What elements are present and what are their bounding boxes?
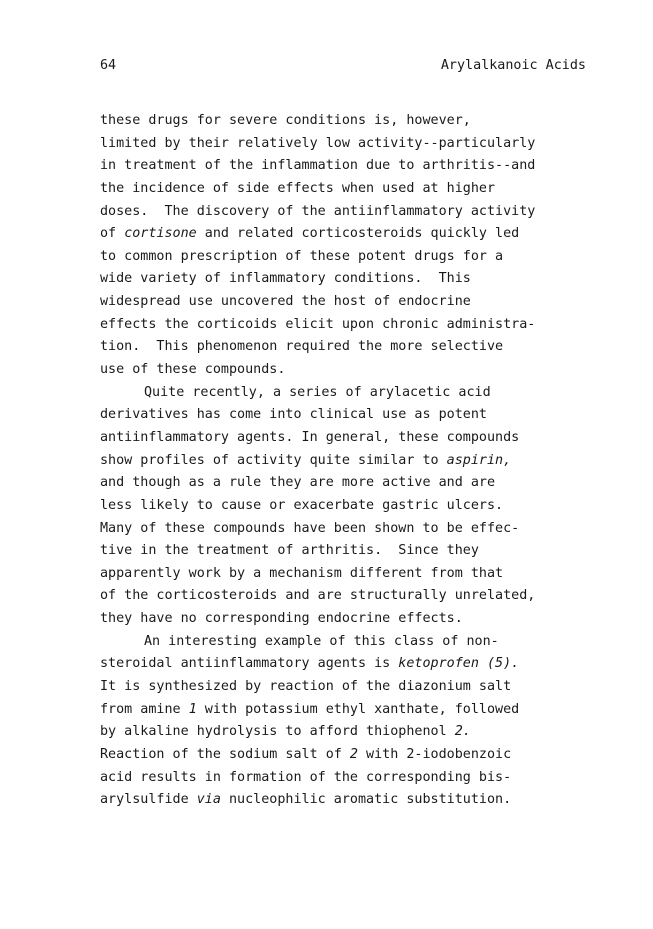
text-segment: tive in the treatment of arthritis. Since they [100, 543, 479, 559]
text-line [100, 268, 600, 291]
text-line [100, 427, 600, 450]
text-line [100, 314, 600, 337]
text-line [100, 585, 600, 608]
text-segment: Many of these compounds have been shown to be effec- [100, 520, 520, 536]
text-segment: show profiles of activity quite similar to [100, 452, 447, 468]
text-line [100, 359, 600, 382]
text-line [100, 744, 600, 767]
text-segment: Quite recently, a series of arylacetic acid [144, 384, 491, 400]
text-line [100, 608, 600, 631]
text-line [100, 404, 600, 427]
text-segment: tion. This phenomenon required the more selective [100, 339, 504, 355]
text-line [100, 653, 600, 676]
italic-term: aspirin, [446, 452, 512, 468]
text-line [100, 223, 600, 246]
text-segment: from amine [100, 701, 189, 717]
text-segment: these drugs for severe conditions is, however, [100, 113, 471, 128]
text-line [100, 540, 600, 563]
page-header [100, 56, 586, 76]
text-line [100, 721, 600, 744]
text-segment: with potassium ethyl xanthate, followed [196, 701, 520, 717]
text-segment: derivatives has come into clinical use as potent [100, 407, 487, 423]
italic-term: via [196, 792, 221, 808]
text-segment: with 2-iodobenzoic [357, 746, 512, 762]
text-line [100, 336, 600, 359]
text-segment: the incidence of side effects when used at higher [100, 180, 496, 196]
italic-term: 2. [454, 724, 471, 740]
italic-term: 1 [188, 701, 197, 717]
text-line [100, 110, 600, 133]
text-segment: of [100, 226, 125, 242]
text-segment: less likely to cause or exacerbate gastric ulcers. [100, 497, 504, 513]
text-segment: An interesting example of this class of non- [144, 633, 499, 649]
text-line [100, 382, 600, 405]
italic-term: 2 [349, 746, 358, 762]
text-line [100, 246, 600, 269]
text-line [100, 495, 600, 518]
text-segment: they have no corresponding endocrine effects. [100, 611, 463, 627]
text-segment: doses. The discovery of the antiinflammatory activity [100, 203, 536, 219]
text-line [100, 699, 600, 722]
text-line [100, 767, 600, 790]
text-line [100, 291, 600, 314]
text-line [100, 472, 600, 495]
text-segment: Reaction of the sodium salt of [100, 746, 350, 762]
text-line [100, 155, 600, 178]
text-segment: nucleophilic aromatic substitution. [220, 792, 512, 808]
running-head: Arylalkanoic Acids [440, 58, 586, 73]
text-line [100, 133, 600, 156]
text-segment: arylsulfide [100, 792, 197, 808]
text-line [100, 676, 600, 699]
text-segment: It is synthesized by reaction of the diazonium salt [100, 679, 512, 695]
text-segment: wide variety of inflammatory conditions. This [100, 271, 471, 287]
text-segment: and related corticosteroids quickly led [196, 226, 520, 242]
text-segment: and though as a rule they are more active and are [100, 475, 496, 491]
text-segment: in treatment of the inflammation due to arthritis--and [100, 158, 536, 174]
text-segment: antiinflammatory agents. In general, these compounds [100, 429, 520, 445]
text-segment: to common prescription of these potent drugs for a [100, 248, 504, 264]
text-line [100, 450, 600, 473]
text-segment: of the corticosteroids and are structurally unrelated, [100, 588, 536, 604]
text-segment: apparently work by a mechanism different from that [100, 565, 504, 581]
text-line [100, 631, 600, 654]
text-line [100, 563, 600, 586]
text-segment: widespread use uncovered the host of endocrine [100, 294, 471, 310]
italic-term: cortisone [124, 226, 197, 242]
italic-term: ketoprofen (5). [398, 656, 520, 672]
text-segment: acid results in formation of the corresponding bis- [100, 769, 512, 785]
text-line [100, 789, 600, 812]
text-segment: effects the corticoids elicit upon chronic administra- [100, 316, 536, 332]
text-line [100, 178, 600, 201]
text-segment: by alkaline hydrolysis to afford thiophenol [100, 724, 455, 740]
text-segment: steroidal antiinflammatory agents is [100, 656, 399, 672]
text-line [100, 201, 600, 224]
body-text [100, 110, 600, 812]
page-number: 64 [100, 58, 117, 73]
text-segment: limited by their relatively low activity--particularly [100, 135, 536, 151]
text-segment: use of these compounds. [100, 362, 286, 378]
text-line [100, 518, 600, 541]
